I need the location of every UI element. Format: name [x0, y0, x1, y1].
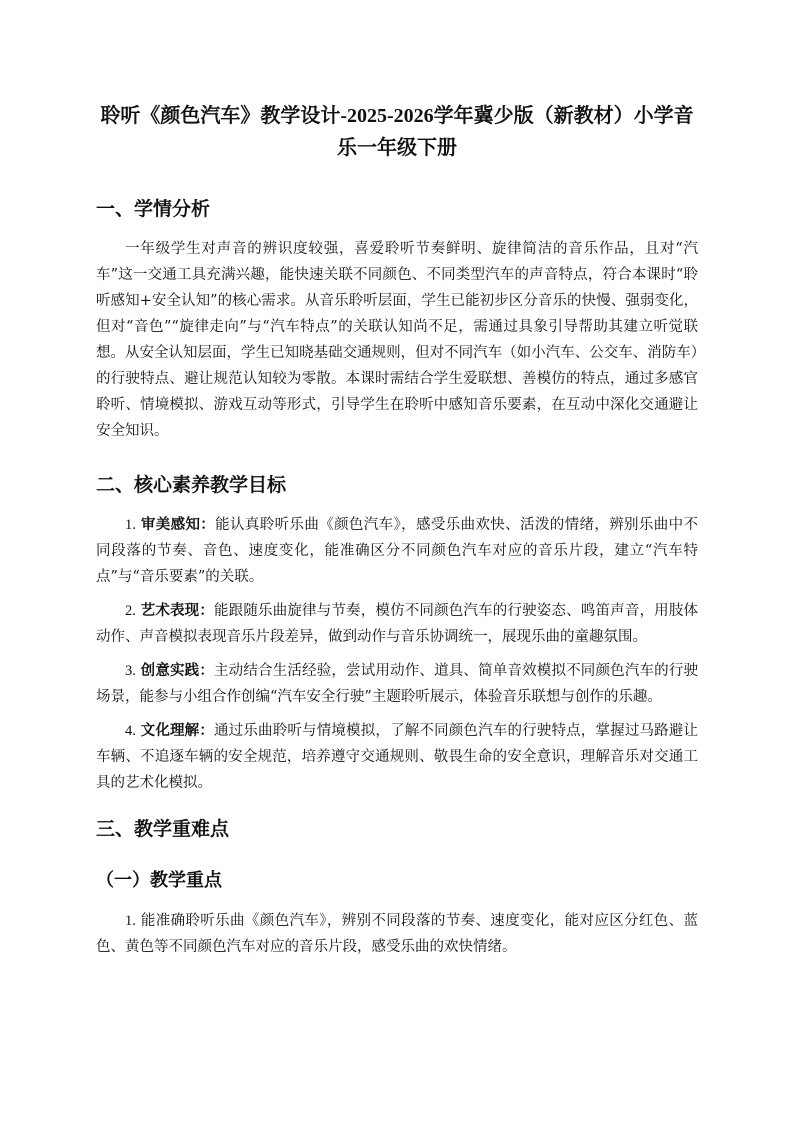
- goal-item: [96, 598, 698, 650]
- goal-text: 通过乐曲聆听与情境模拟，了解不同颜色汽车的行驶特点，掌握过马路避让车辆、不追逐车辆的安全规范，培养遵守交通规则、敬畏生命的安全意识，理解音乐对交通工具的艺术化模拟。: [96, 723, 698, 791]
- focus-number: 1.: [125, 913, 136, 929]
- goal-text: 主动结合生活经验，尝试用动作、道具、简单音效模拟不同颜色汽车的行驶场景，能参与小组合作创编“汽车安全行驶”主题聆听展示，体验音乐联想与创作的乐趣。: [96, 663, 698, 705]
- focus-text: 能准确聆听乐曲《颜色汽车》，辨别不同段落的节奏、速度变化，能对应区分红色、蓝色、黄色等不同颜色汽车对应的音乐片段，感受乐曲的欢快情绪。: [96, 913, 699, 955]
- section-heading-key-difficulties: 三、教学重难点: [96, 818, 230, 840]
- goal-number: 1.: [125, 517, 136, 533]
- goal-item: [96, 718, 698, 796]
- goal-label: 审美感知：: [140, 517, 216, 533]
- document-title: 聆听《颜色汽车》教学设计-2025-2026学年冀少版（新教材）小学音乐一年级下册: [100, 105, 694, 159]
- focus-item: [96, 908, 698, 960]
- goal-item: [96, 512, 698, 590]
- goal-label: 文化理解：: [140, 723, 215, 739]
- situation-analysis-paragraph: 一年级学生对声音的辨识度较强，喜爱聆听节奏鲜明、旋律简洁的音乐作品，且对“汽车”这一交通工具充满兴趣，能快速关联不同颜色、不同类型汽车的声音特点，符合本课时“聆听感知+安全认知”的核心需求。从音乐聆听层面，学生已能初步区分音乐的快慢、强弱变化，但对“音色”“旋律走向”与“汽车特点”的关联认知尚不足，需通过具象引导帮助其建立听觉联想。从安全认知层面，学生已知晓基础交通规则，但对不同汽车（如小汽车、公交车、消防车）的行驶特点、避让规范认知较为零散。本课时需结合学生爱联想、善模仿的特点，通过多感官聆听、情境模拟、游戏互动等形式，引导学生在聆听中感知音乐要素，在互动中深化交通避让安全知识。: [96, 241, 698, 439]
- goal-number: 4.: [125, 723, 136, 739]
- section-heading-situation-analysis: 一、学情分析: [96, 198, 211, 220]
- goal-text: 能跟随乐曲旋律与节奏，模仿不同颜色汽车的行驶姿态、鸣笛声音，用肢体动作、声音模拟表现音乐片段差异，做到动作与音乐协调统一，展现乐曲的童趣氛围。: [96, 603, 698, 645]
- goal-label: 创意实践：: [140, 663, 215, 679]
- goal-item: [96, 658, 698, 710]
- goal-number: 2.: [125, 603, 136, 619]
- goal-label: 艺术表现：: [140, 603, 215, 619]
- subsection-heading-teaching-focus: （一）教学重点: [96, 870, 222, 891]
- goal-number: 3.: [125, 663, 136, 679]
- goal-text: 能认真聆听乐曲《颜色汽车》，感受乐曲欢快、活泼的情绪，辨别乐曲中不同段落的节奏、音色、速度变化，能准确区分不同颜色汽车对应的音乐片段，建立“汽车特点”与“音乐要素”的关联。: [96, 517, 699, 585]
- section-heading-core-goals: 二、核心素养教学目标: [96, 474, 287, 496]
